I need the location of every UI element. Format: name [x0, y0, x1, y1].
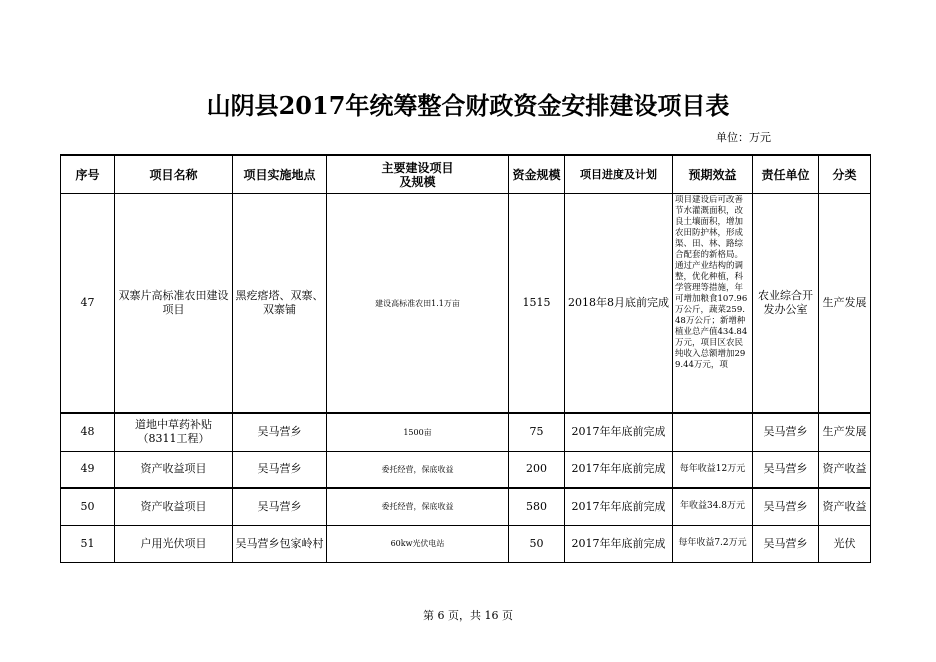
cell-name: 资产收益项目 [115, 451, 233, 488]
header-fund: 资金规模 [509, 155, 565, 194]
cell-benefit: 年收益34.8万元 [673, 488, 753, 525]
cell-progress: 2017年年底前完成 [565, 451, 673, 488]
table-row [61, 451, 871, 488]
cell-unit: 吴马营乡 [753, 525, 819, 562]
unit-label: 单位：万元 [716, 131, 771, 144]
cell-content: 委托经营，保底收益 [327, 488, 509, 525]
cell-benefit: 每年收益12万元 [673, 451, 753, 488]
cell-content: 委托经营，保底收益 [327, 451, 509, 488]
cell-no: 50 [61, 488, 115, 525]
cell-location: 吴马营乡包家岭村 [233, 525, 327, 562]
cell-category: 资产收益 [819, 488, 871, 525]
table-row [61, 194, 871, 414]
cell-unit: 吴马营乡 [753, 413, 819, 451]
cell-content: 60kw光伏电站 [327, 525, 509, 562]
page-title: 山阴县2017年统筹整合财政资金安排建设项目表 [206, 91, 730, 120]
header-name: 项目名称 [115, 155, 233, 194]
header-content-line2: 及规模 [399, 174, 436, 189]
header-content [327, 155, 509, 194]
cell-fund: 200 [509, 451, 565, 488]
cell-category: 生产发展 [819, 194, 871, 414]
cell-benefit: 每年收益7.2万元 [673, 525, 753, 562]
cell-name: 双寨片高标准农田建设项目 [115, 194, 233, 414]
table-row [61, 488, 871, 525]
cell-unit: 农业综合开发办公室 [753, 194, 819, 414]
header-content-line1: 主要建设项目 [381, 160, 454, 175]
cell-no: 51 [61, 525, 115, 562]
cell-category: 资产收益 [819, 451, 871, 488]
cell-unit: 吴马营乡 [753, 488, 819, 525]
cell-fund: 580 [509, 488, 565, 525]
header-location: 项目实施地点 [233, 155, 327, 194]
cell-no: 47 [61, 194, 115, 414]
table-header-row [61, 155, 871, 194]
project-table [60, 154, 871, 563]
cell-fund: 1515 [509, 194, 565, 414]
cell-progress: 2017年年底前完成 [565, 413, 673, 451]
cell-benefit [673, 413, 753, 451]
cell-benefit-text: 项目建设后可改善节水灌溉面积，改良土壤面积，增加农田防护林，形成渠、田、林、路综合配套的新格局。通过产业结构的调整，优化种植，科学管理等措施，年可增加粮食107.96万公斤，蔬菜259.48万公斤；新增种植业总产值434.84万元，项目区农民纯收入总额增加299.44万元，项 [675, 195, 748, 370]
cell-fund: 50 [509, 525, 565, 562]
cell-progress: 2017年年底前完成 [565, 525, 673, 562]
cell-progress: 2018年8月底前完成 [565, 194, 673, 414]
cell-location: 吴马营乡 [233, 413, 327, 451]
cell-content: 建设高标准农田1.1万亩 [327, 194, 509, 414]
header-no: 序号 [61, 155, 115, 194]
page-footer: 第 6 页，共 16 页 [423, 609, 513, 622]
header-progress: 项目进度及计划 [565, 155, 673, 194]
cell-progress: 2017年年底前完成 [565, 488, 673, 525]
cell-location: 黑疙瘩塔、双寨、双寨铺 [233, 194, 327, 414]
cell-no: 48 [61, 413, 115, 451]
header-category: 分类 [819, 155, 871, 194]
table-row [61, 413, 871, 451]
cell-benefit [673, 194, 753, 414]
header-unit: 责任单位 [753, 155, 819, 194]
cell-location: 吴马营乡 [233, 488, 327, 525]
cell-name: 道地中草药补贴（8311工程） [115, 413, 233, 451]
cell-category: 生产发展 [819, 413, 871, 451]
cell-content: 1500亩 [327, 413, 509, 451]
table-row [61, 525, 871, 562]
cell-name: 资产收益项目 [115, 488, 233, 525]
cell-category: 光伏 [819, 525, 871, 562]
cell-location: 吴马营乡 [233, 451, 327, 488]
cell-fund: 75 [509, 413, 565, 451]
cell-no: 49 [61, 451, 115, 488]
header-benefit: 预期效益 [673, 155, 753, 194]
cell-name: 户用光伏项目 [115, 525, 233, 562]
cell-unit: 吴马营乡 [753, 451, 819, 488]
